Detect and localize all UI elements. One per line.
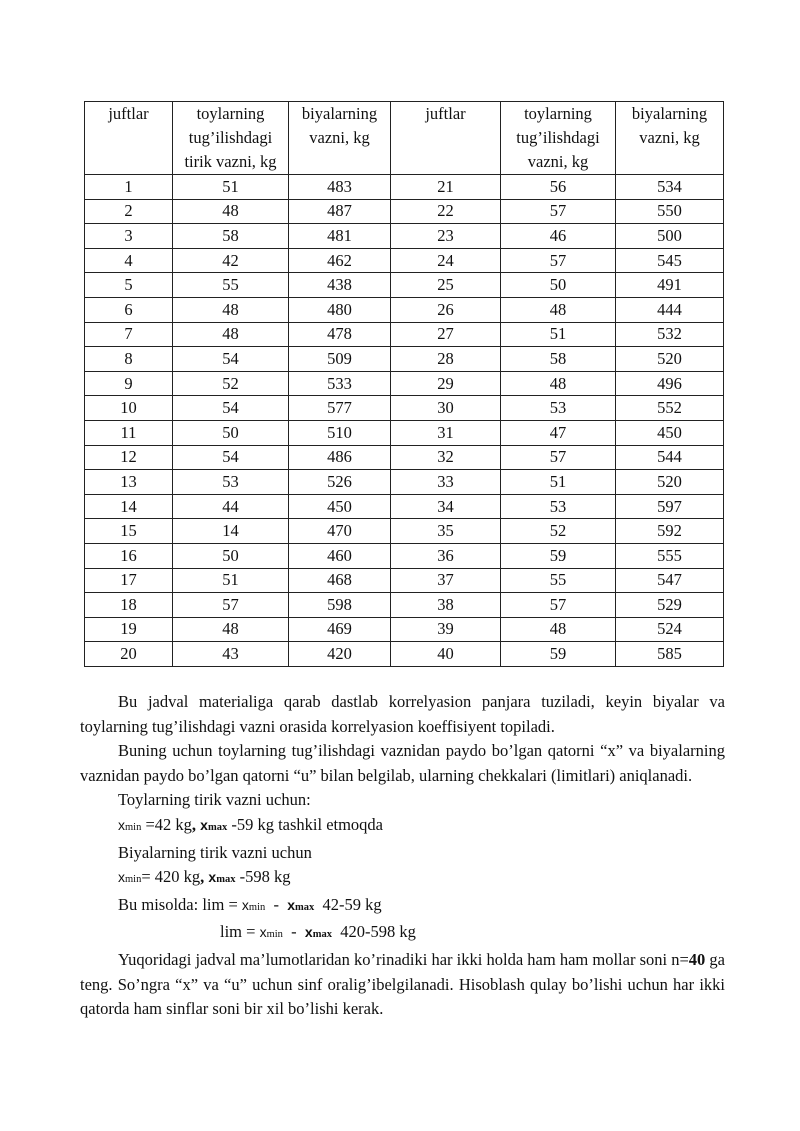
table-cell: 39	[391, 617, 501, 642]
table-cell: 28	[391, 347, 501, 372]
table-cell: 22	[391, 199, 501, 224]
table-cell: 54	[173, 347, 289, 372]
table-cell: 51	[501, 322, 616, 347]
table-cell: 57	[501, 199, 616, 224]
table-cell: 19	[85, 617, 173, 642]
table-cell: 420	[289, 642, 391, 667]
table-row	[85, 543, 724, 568]
table-cell: 450	[289, 494, 391, 519]
table-cell: 34	[391, 494, 501, 519]
table-cell: 526	[289, 470, 391, 495]
table-cell: 577	[289, 396, 391, 421]
table-cell: 13	[85, 470, 173, 495]
table-row	[85, 568, 724, 593]
table-cell: 48	[501, 297, 616, 322]
table-cell: 38	[391, 593, 501, 618]
table-cell: 15	[85, 519, 173, 544]
table-cell: 6	[85, 297, 173, 322]
table-cell: 470	[289, 519, 391, 544]
table-cell: 555	[616, 543, 724, 568]
table-cell: 27	[391, 322, 501, 347]
table-cell: 544	[616, 445, 724, 470]
table-cell: 50	[173, 543, 289, 568]
col-header: toylarning tug’ilishdagi tirik vazni, kg	[173, 102, 289, 175]
table-cell: 10	[85, 396, 173, 421]
table-row	[85, 617, 724, 642]
table-cell: 57	[501, 593, 616, 618]
table-cell: 56	[501, 175, 616, 200]
table-cell: 450	[616, 420, 724, 445]
table-cell: 23	[391, 224, 501, 249]
col-header: juftlar	[391, 102, 501, 175]
table-cell: 520	[616, 347, 724, 372]
table-cell: 43	[173, 642, 289, 667]
table-cell: 9	[85, 371, 173, 396]
table-row	[85, 297, 724, 322]
table-row	[85, 593, 724, 618]
table-cell: 545	[616, 248, 724, 273]
table-cell: 585	[616, 642, 724, 667]
table-cell: 547	[616, 568, 724, 593]
table-cell: 18	[85, 593, 173, 618]
table-cell: 486	[289, 445, 391, 470]
table-cell: 24	[391, 248, 501, 273]
table-cell: 17	[85, 568, 173, 593]
table-cell: 33	[391, 470, 501, 495]
table-cell: 509	[289, 347, 391, 372]
table-cell: 5	[85, 273, 173, 298]
table-row	[85, 445, 724, 470]
text-line: lim = xmin - xmax 420-598 kg	[220, 922, 416, 942]
table-cell: 52	[501, 519, 616, 544]
table-row	[85, 494, 724, 519]
table-cell: 444	[616, 297, 724, 322]
table-cell: 59	[501, 642, 616, 667]
table-cell: 50	[173, 420, 289, 445]
table-cell: 48	[173, 297, 289, 322]
table-cell: 491	[616, 273, 724, 298]
col-header: biyalarning vazni, kg	[289, 102, 391, 175]
table-cell: 14	[85, 494, 173, 519]
table-cell: 478	[289, 322, 391, 347]
table-cell: 592	[616, 519, 724, 544]
table-cell: 35	[391, 519, 501, 544]
table-cell: 529	[616, 593, 724, 618]
paragraph: Yuqoridagi jadval ma’lumotlaridan ko’rinadiki har ikki holda ham ham mollar soni n=40 ga teng. So’ngra “x” va “u” uchun sinf oralig’ibelgilanadi. Hisoblash qulay bo’lishi uchun har ikki qatorda ham sinflar soni bir xil bo’lishi kerak.	[80, 949, 725, 1019]
text-line: Bu misolda: lim = xmin - xmax 42-59 kg	[118, 894, 382, 914]
table-cell: 25	[391, 273, 501, 298]
text-line: Biyalarning tirik vazni uchun	[118, 842, 312, 862]
table-cell: 51	[173, 568, 289, 593]
table-cell: 31	[391, 420, 501, 445]
table-cell: 55	[501, 568, 616, 593]
table-row	[85, 199, 724, 224]
table-row	[85, 322, 724, 347]
table-cell: 57	[173, 593, 289, 618]
table-cell: 51	[501, 470, 616, 495]
table-cell: 32	[391, 445, 501, 470]
col-header: toylarning tug’ilishdagi vazni, kg	[501, 102, 616, 175]
table-cell: 597	[616, 494, 724, 519]
table-cell: 1	[85, 175, 173, 200]
table-cell: 598	[289, 593, 391, 618]
table-cell: 3	[85, 224, 173, 249]
table-cell: 44	[173, 494, 289, 519]
table-cell: 468	[289, 568, 391, 593]
table-cell: 483	[289, 175, 391, 200]
table-row	[85, 519, 724, 544]
table-cell: 37	[391, 568, 501, 593]
table-cell: 481	[289, 224, 391, 249]
table-cell: 16	[85, 543, 173, 568]
table-cell: 26	[391, 297, 501, 322]
table-cell: 520	[616, 470, 724, 495]
table-cell: 12	[85, 445, 173, 470]
table-cell: 510	[289, 420, 391, 445]
table-cell: 438	[289, 273, 391, 298]
table-row	[85, 420, 724, 445]
table-cell: 469	[289, 617, 391, 642]
text-line: xmin =42 kg, xmax -59 kg tashkil etmoqda	[118, 814, 384, 834]
table-cell: 36	[391, 543, 501, 568]
table-row	[85, 224, 724, 249]
table-cell: 51	[173, 175, 289, 200]
table-cell: 59	[501, 543, 616, 568]
table-cell: 58	[501, 347, 616, 372]
table-cell: 552	[616, 396, 724, 421]
weights-table	[84, 101, 724, 667]
table-row	[85, 248, 724, 273]
table-cell: 14	[173, 519, 289, 544]
table-row	[85, 642, 724, 667]
table-row	[85, 273, 724, 298]
table-row	[85, 175, 724, 200]
table-body	[85, 175, 724, 667]
table-cell: 57	[501, 248, 616, 273]
table-cell: 58	[173, 224, 289, 249]
table-cell: 57	[501, 445, 616, 470]
table-cell: 29	[391, 371, 501, 396]
table-cell: 47	[501, 420, 616, 445]
text-line: Toylarning tirik vazni uchun:	[118, 790, 311, 810]
table-row	[85, 470, 724, 495]
table-cell: 40	[391, 642, 501, 667]
paragraph: Buning uchun toylarning tug’ilishdagi vaznidan paydo bo’lgan qatorni “x” va biyalarning vaznidan paydo bo’lgan qatorni “u” bilan belgilab, ularning chekkalari (limitlari) aniqlanadi.	[80, 741, 725, 785]
table-cell: 460	[289, 543, 391, 568]
table-cell: 48	[173, 199, 289, 224]
table-cell: 21	[391, 175, 501, 200]
table-cell: 48	[501, 371, 616, 396]
table-row	[85, 396, 724, 421]
table-cell: 500	[616, 224, 724, 249]
table-header-row	[85, 102, 724, 175]
table-cell: 534	[616, 175, 724, 200]
table-cell: 532	[616, 322, 724, 347]
table-cell: 524	[616, 617, 724, 642]
table-cell: 533	[289, 371, 391, 396]
table-cell: 550	[616, 199, 724, 224]
table-cell: 4	[85, 248, 173, 273]
table-cell: 54	[173, 445, 289, 470]
table-cell: 20	[85, 642, 173, 667]
table-cell: 50	[501, 273, 616, 298]
table-cell: 48	[173, 322, 289, 347]
table-cell: 30	[391, 396, 501, 421]
table-cell: 487	[289, 199, 391, 224]
col-header: biyalarning vazni, kg	[616, 102, 724, 175]
col-header: juftlar	[85, 102, 173, 175]
table-cell: 55	[173, 273, 289, 298]
table-cell: 8	[85, 347, 173, 372]
table-cell: 52	[173, 371, 289, 396]
table-cell: 53	[501, 396, 616, 421]
table-cell: 53	[173, 470, 289, 495]
table-cell: 11	[85, 420, 173, 445]
table-cell: 496	[616, 371, 724, 396]
table-cell: 480	[289, 297, 391, 322]
body-text	[80, 690, 725, 1022]
table-cell: 42	[173, 248, 289, 273]
table-row	[85, 371, 724, 396]
table-row	[85, 347, 724, 372]
table-cell: 54	[173, 396, 289, 421]
table-cell: 53	[501, 494, 616, 519]
table-cell: 48	[173, 617, 289, 642]
table-cell: 48	[501, 617, 616, 642]
table-cell: 2	[85, 199, 173, 224]
table-cell: 462	[289, 248, 391, 273]
text-line: xmin= 420 kg, xmax -598 kg	[118, 867, 291, 887]
table-cell: 46	[501, 224, 616, 249]
table-cell: 7	[85, 322, 173, 347]
paragraph: Bu jadval materialiga qarab dastlab korrelyasion panjara tuziladi, keyin biyalar va toylarning tug’ilishdagi vazni orasida korrelyasion koeffisiyent topiladi.	[80, 692, 725, 736]
